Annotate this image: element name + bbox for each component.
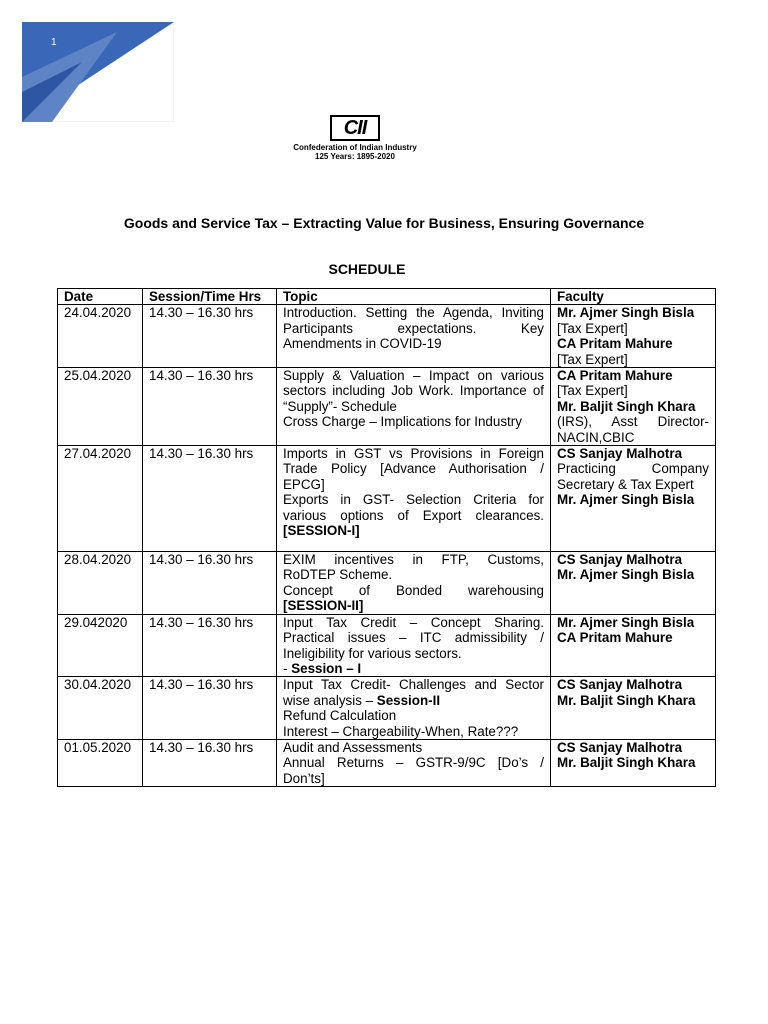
session-label: Session – I [291,660,362,676]
table-row [58,739,716,786]
faculty-role: Practicing Company [557,461,709,477]
schedule-table [57,288,716,787]
date-cell: 29.042020 [58,614,143,677]
col-header-date: Date [58,289,143,305]
faculty-role: (IRS), Asst Director- [557,414,709,430]
topic-line: Interest – Chargeability-When, Rate??? [283,723,519,739]
faculty-role: [Tax Expert] [557,383,628,399]
faculty-name: CA Pritam Mahure [557,368,673,384]
topic-cell [277,677,551,740]
faculty-name: CS Sanjay Malhotra [557,739,683,755]
document-title: Goods and Service Tax – Extracting Value for Business, Ensuring Governance [123,215,645,231]
table-row [58,446,716,552]
faculty-cell [551,305,716,368]
faculty-name: CS Sanjay Malhotra [557,446,683,462]
topic-line: Concept of Bonded warehousing [283,582,544,598]
faculty-name: Mr. Ajmer Singh Bisla [557,305,695,321]
faculty-name: Mr. Baljit Singh Khara [557,692,696,708]
topic-dash: - [283,660,292,676]
time-cell: 14.30 – 16.30 hrs [143,614,277,677]
topic-line: Supply & Valuation – Impact on various [283,368,544,384]
faculty-name: Mr. Baljit Singh Khara [557,398,696,414]
col-header-topic: Topic [277,289,551,305]
topic-line: Exports in GST- Selection Criteria for [283,492,544,508]
time-cell: 14.30 – 16.30 hrs [143,305,277,368]
table-row [58,368,716,446]
faculty-name: Mr. Ajmer Singh Bisla [557,492,695,508]
topic-line [283,661,544,676]
date-cell: 28.04.2020 [58,552,143,615]
topic-cell [277,614,551,677]
date-cell: 01.05.2020 [58,739,143,786]
date-cell: 25.04.2020 [58,368,143,446]
topic-line: Amendments in COVID-19 [283,336,442,352]
table-header-row [58,289,716,305]
faculty-name: CS Sanjay Malhotra [557,552,683,568]
col-header-session-time: Session/Time Hrs [143,289,277,305]
topic-line: Input Tax Credit – Concept Sharing. [283,614,544,630]
topic-cell [277,305,551,368]
topic-line: Input Tax Credit- Challenges and Sector [283,677,544,693]
faculty-name: CA Pritam Mahure [557,336,673,352]
time-cell: 14.30 – 16.30 hrs [143,677,277,740]
faculty-role: [Tax Expert] [557,320,628,336]
time-cell: 14.30 – 16.30 hrs [143,739,277,786]
topic-line: Imports in GST vs Provisions in Foreign [283,446,544,462]
time-cell: 14.30 – 16.30 hrs [143,368,277,446]
topic-cell [277,368,551,446]
faculty-role: [Tax Expert] [557,351,628,367]
topic-line: Introduction. Setting the Agenda, Inviting [283,305,544,321]
faculty-cell [551,552,716,615]
col-header-faculty: Faculty [551,289,716,305]
faculty-cell [551,677,716,740]
table-row [58,677,716,740]
topic-line: [SESSION-I] [283,523,360,539]
time-cell: 14.30 – 16.30 hrs [143,446,277,552]
topic-line: Practical issues – ITC admissibility / [283,630,544,646]
topic-line: [SESSION-II] [283,598,364,614]
faculty-role: NACIN,CBIC [557,429,635,445]
date-cell: 27.04.2020 [58,446,143,552]
page-number: 1 [51,37,57,48]
topic-text: wise analysis – [283,692,377,708]
faculty-cell [551,614,716,677]
topic-line: Refund Calculation [283,708,397,724]
faculty-name: CS Sanjay Malhotra [557,677,683,693]
time-cell: 14.30 – 16.30 hrs [143,552,277,615]
topic-line: Annual Returns – GSTR-9/9C [Do’s / [283,755,544,771]
topic-line: various options of Export clearances. [283,507,544,523]
date-cell: 24.04.2020 [58,305,143,368]
logo-tagline: 125 Years: 1895-2020 [315,152,395,161]
logo-org-name: Confederation of Indian Industry [293,143,417,152]
topic-line: Don’ts] [283,770,325,786]
topic-cell [277,446,551,552]
topic-line [283,693,544,708]
topic-cell [277,739,551,786]
faculty-name: Mr. Ajmer Singh Bisla [557,567,695,583]
topic-line: Trade Policy [Advance Authorisation / [283,461,544,477]
topic-line: EPCG] [283,476,325,492]
table-row [58,552,716,615]
corner-decoration [22,22,174,122]
cii-logo [280,115,430,161]
topic-line: EXIM incentives in FTP, Customs, [283,552,544,568]
faculty-cell [551,446,716,552]
topic-line: Ineligibility for various sectors. [283,645,462,661]
topic-line: Cross Charge – Implications for Industry [283,414,522,430]
schedule-heading: SCHEDULE [328,261,406,277]
table-row [58,305,716,368]
faculty-role: Secretary & Tax Expert [557,476,694,492]
topic-line: RoDTEP Scheme. [283,567,393,583]
table-row [58,614,716,677]
session-label: Session-II [376,692,441,708]
faculty-name: CA Pritam Mahure [557,630,673,646]
topic-line: “Supply”- Schedule [283,398,397,414]
faculty-name: Mr. Baljit Singh Khara [557,755,696,771]
cii-logo-mark: CII [330,115,380,141]
topic-cell [277,552,551,615]
topic-line: sectors including Job Work. Importance of [283,383,544,399]
topic-line: Audit and Assessments [283,739,423,755]
date-cell: 30.04.2020 [58,677,143,740]
faculty-cell [551,739,716,786]
faculty-name: Mr. Ajmer Singh Bisla [557,614,695,630]
topic-line: Participants expectations. Key [283,320,544,336]
faculty-cell [551,368,716,446]
